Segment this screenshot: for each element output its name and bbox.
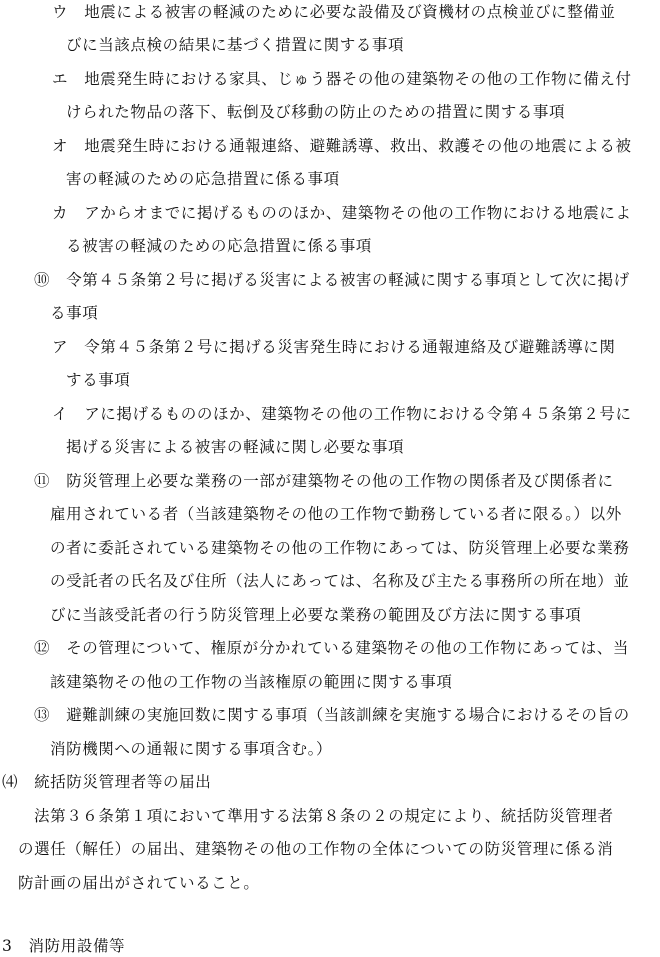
- text-line: る事項: [50, 304, 99, 322]
- text-line: カ アからオまでに掲げるもののほか、建築物その他の工作物における地震によ: [52, 204, 632, 222]
- text-line: する事項: [66, 371, 131, 389]
- text-line: けられた物品の落下、転倒及び移動の防止のための措置に関する事項: [66, 103, 566, 121]
- text-line: 法第３６条第１項において準用する法第８条の２の規定により、統括防災管理者: [34, 807, 614, 825]
- section-heading: 3 消防用設備等: [2, 937, 126, 955]
- text-line: の受託者の氏名及び住所（法人にあっては、名称及び主たる事務所の所在地）並: [50, 572, 630, 590]
- text-line: 消防機関への通報に関する事項含む。）: [50, 740, 333, 758]
- text-line: 掲げる災害による被害の軽減に関し必要な事項: [66, 438, 405, 456]
- text-line: る被害の軽減のための応急措置に係る事項: [66, 237, 372, 255]
- text-line: 防計画の届出がされていること。: [18, 874, 260, 892]
- text-line: ⑫ その管理について、権原が分かれている建築物その他の工作物にあっては、当: [34, 639, 629, 657]
- text-line: ⑩ 令第４５条第２号に掲げる災害による被害の軽減に関する事項として次に掲げ: [34, 271, 630, 289]
- text-line: の者に委託されている建築物その他の工作物にあっては、防災管理上必要な業務: [50, 539, 630, 557]
- text-line: の選任（解任）の届出、建築物その他の工作物の全体についての防災管理に係る消: [18, 840, 614, 858]
- text-line: オ 地震発生時における通報連絡、避難誘導、救出、救護その他の地震による被: [52, 137, 632, 155]
- text-line: ウ 地震による被害の軽減のために必要な設備及び資機材の点検並びに整備並: [52, 3, 616, 21]
- text-line: 害の軽減のための応急措置に係る事項: [66, 170, 340, 188]
- text-line: 該建築物その他の工作物の当該権原の範囲に関する事項: [50, 673, 453, 691]
- text-line: 雇用されている者（当該建築物その他の工作物で勤務している者に限る。）以外: [50, 505, 622, 523]
- text-line: びに当該受託者の行う防災管理上必要な業務の範囲及び方法に関する事項: [50, 606, 582, 624]
- text-line: イ アに掲げるもののほか、建築物その他の工作物における令第４５条第２号に: [52, 405, 632, 423]
- text-line: ⑬ 避難訓練の実施回数に関する事項（当該訓練を実施する場合におけるその旨の: [34, 706, 630, 724]
- text-line: エ 地震発生時における家具、じゅう器その他の建築物その他の工作物に備え付: [52, 70, 632, 88]
- text-line: びに当該点検の結果に基づく措置に関する事項: [66, 36, 405, 54]
- text-line: ⑷ 統括防災管理者等の届出: [2, 773, 212, 791]
- text-line: ⑪ 防災管理上必要な業務の一部が建築物その他の工作物の関係者及び関係者に: [34, 472, 614, 490]
- text-line: ア 令第４５条第２号に掲げる災害発生時における通報連絡及び避難誘導に関: [52, 338, 616, 356]
